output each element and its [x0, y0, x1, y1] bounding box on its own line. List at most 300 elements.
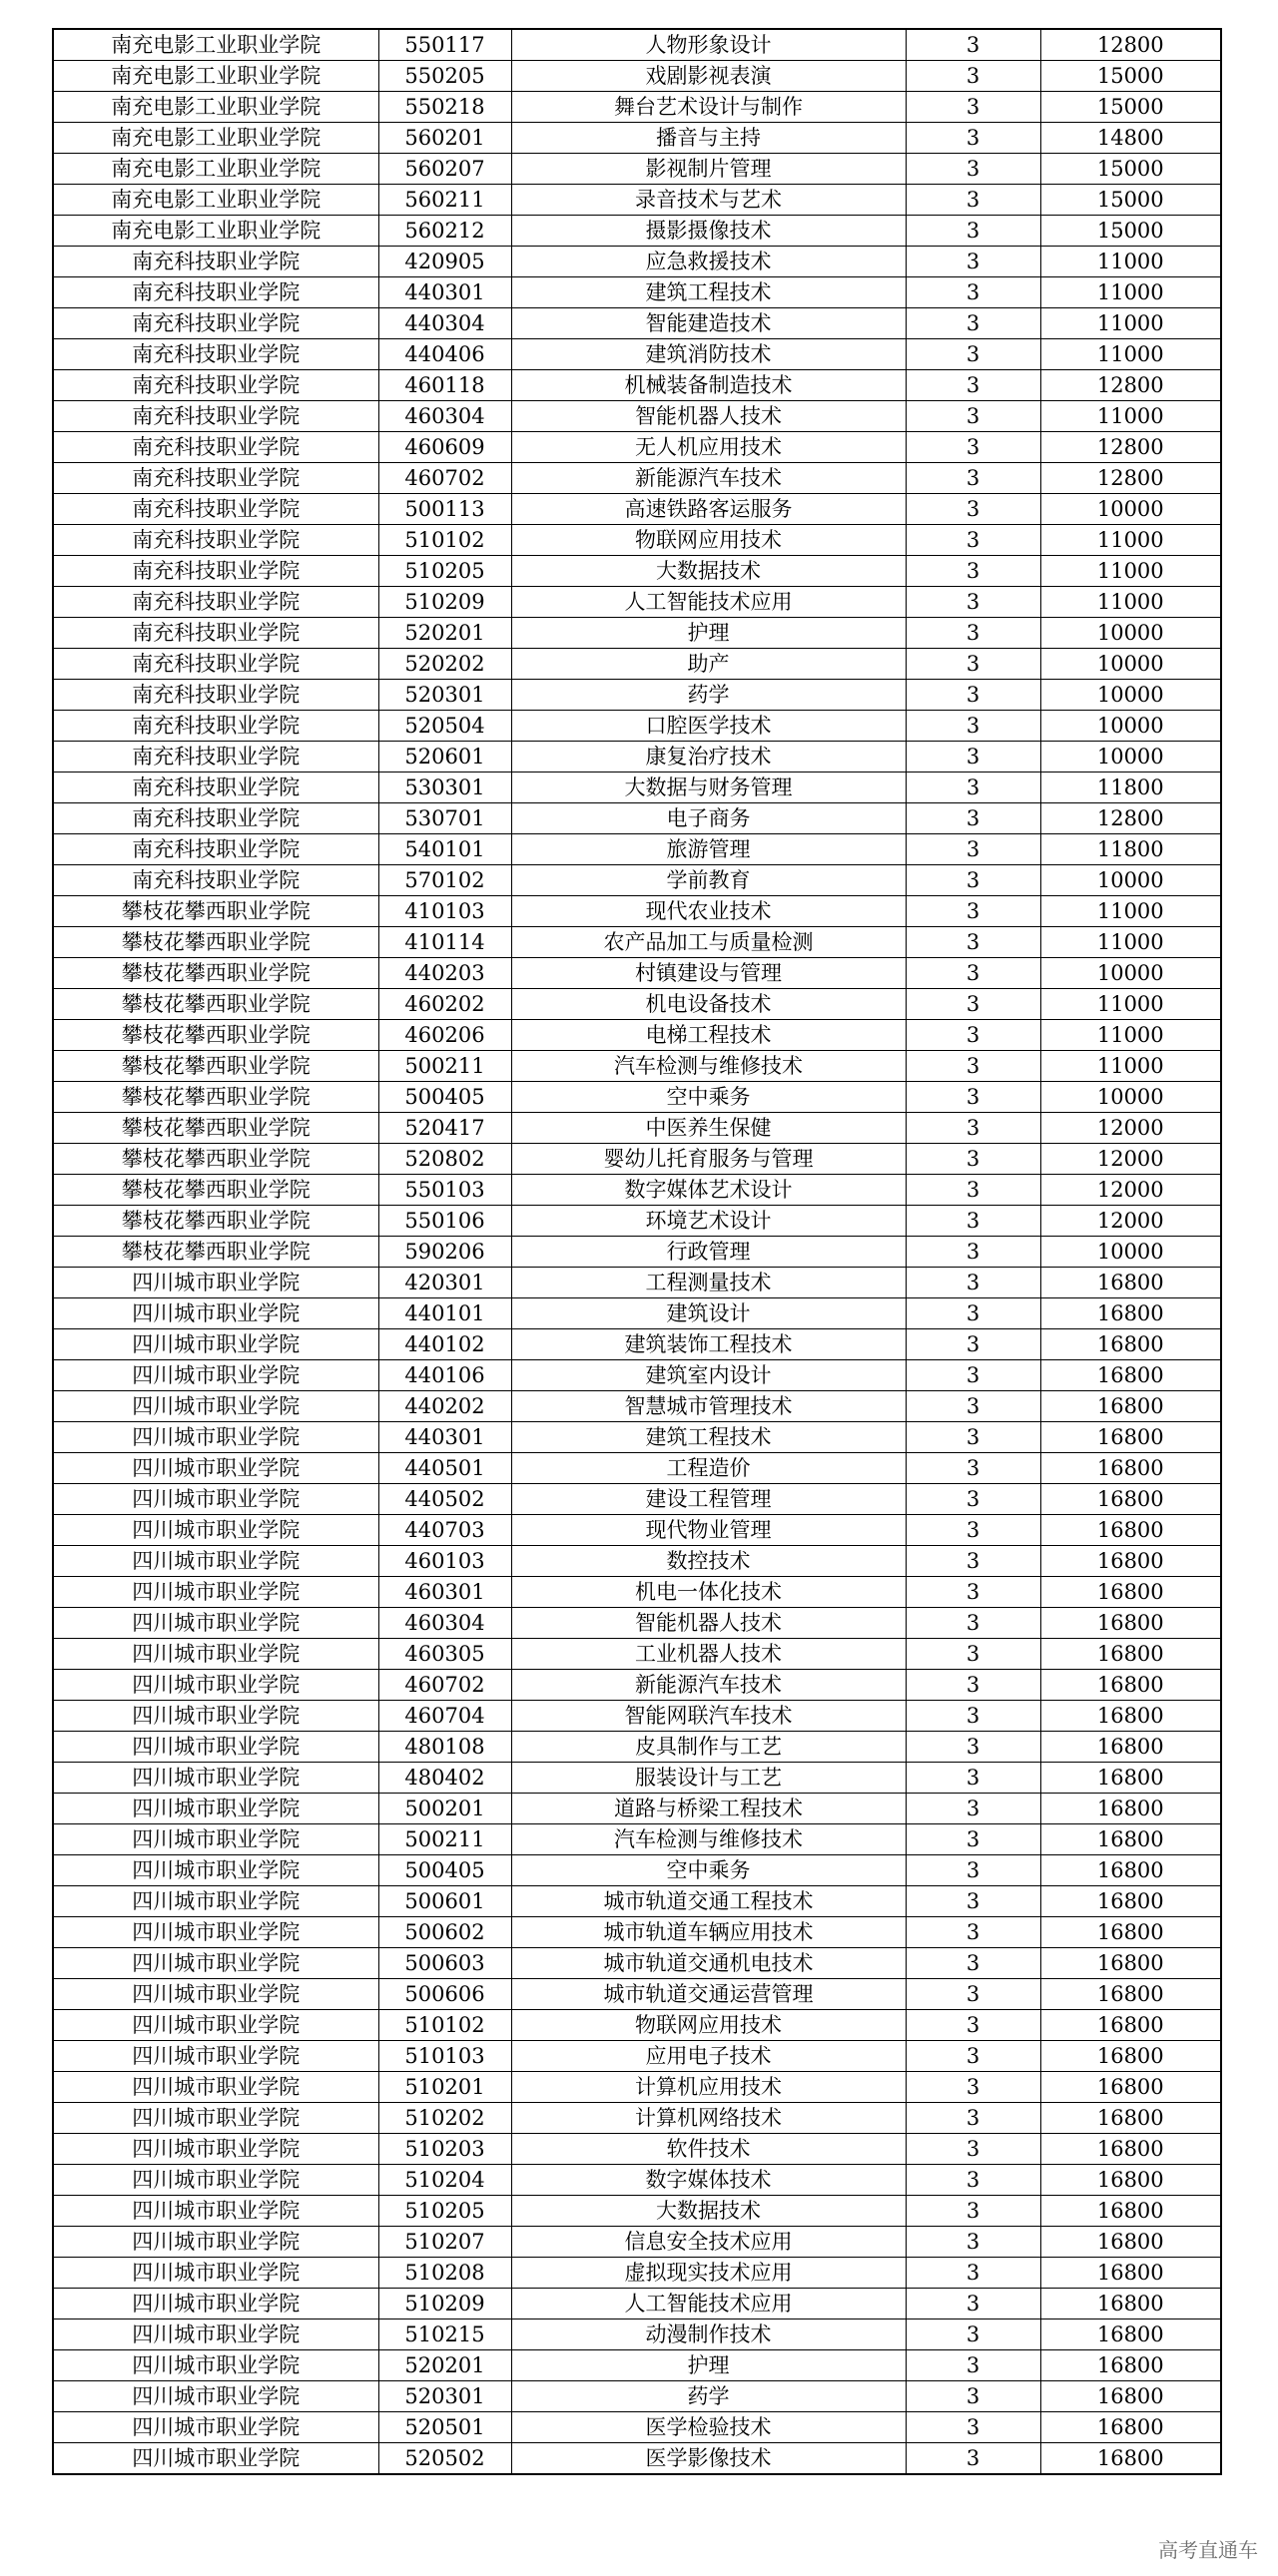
- school-name-cell: 四川城市职业学院: [53, 1886, 378, 1917]
- school-name-cell: 四川城市职业学院: [53, 1268, 378, 1298]
- major-name-cell: 助产: [511, 649, 906, 680]
- major-name-cell: 空中乘务: [511, 1855, 906, 1886]
- duration-cell: 3: [906, 1979, 1040, 2010]
- school-name-cell: 南充科技职业学院: [53, 277, 378, 308]
- duration-cell: 3: [906, 2165, 1040, 2196]
- tuition-cell: 16800: [1040, 1608, 1221, 1639]
- tuition-cell: 11000: [1040, 1020, 1221, 1051]
- major-name-cell: 录音技术与艺术: [511, 185, 906, 216]
- major-code-cell: 410114: [378, 927, 511, 958]
- major-code-cell: 510203: [378, 2134, 511, 2165]
- table-row: [53, 2381, 1221, 2412]
- tuition-cell: 16800: [1040, 1515, 1221, 1546]
- major-code-cell: 510205: [378, 2196, 511, 2227]
- tuition-cell: 16800: [1040, 2412, 1221, 2443]
- tuition-cell: 10000: [1040, 494, 1221, 525]
- tuition-cell: 11000: [1040, 401, 1221, 432]
- tuition-cell: 15000: [1040, 61, 1221, 92]
- tuition-cell: 16800: [1040, 2041, 1221, 2072]
- school-name-cell: 四川城市职业学院: [53, 1855, 378, 1886]
- school-name-cell: 南充电影工业职业学院: [53, 29, 378, 61]
- school-name-cell: 南充科技职业学院: [53, 339, 378, 370]
- major-code-cell: 570102: [378, 865, 511, 896]
- school-name-cell: 南充科技职业学院: [53, 587, 378, 618]
- table-row: [53, 896, 1221, 927]
- tuition-cell: 16800: [1040, 2165, 1221, 2196]
- major-code-cell: 510215: [378, 2319, 511, 2350]
- tuition-cell: 16800: [1040, 1298, 1221, 1329]
- table-row: [53, 1855, 1221, 1886]
- school-name-cell: 四川城市职业学院: [53, 2350, 378, 2381]
- tuition-cell: 15000: [1040, 92, 1221, 123]
- major-code-cell: 530301: [378, 773, 511, 803]
- tuition-cell: 16800: [1040, 1763, 1221, 1794]
- table-row: [53, 308, 1221, 339]
- major-name-cell: 计算机网络技术: [511, 2103, 906, 2134]
- school-name-cell: 四川城市职业学院: [53, 1329, 378, 1360]
- table-row: [53, 773, 1221, 803]
- duration-cell: 3: [906, 649, 1040, 680]
- major-code-cell: 440502: [378, 1484, 511, 1515]
- school-name-cell: 四川城市职业学院: [53, 2196, 378, 2227]
- school-name-cell: 四川城市职业学院: [53, 1391, 378, 1422]
- table-row: [53, 1515, 1221, 1546]
- table-row: [53, 1391, 1221, 1422]
- major-code-cell: 440406: [378, 339, 511, 370]
- major-code-cell: 460103: [378, 1546, 511, 1577]
- tuition-cell: 10000: [1040, 742, 1221, 773]
- major-code-cell: 440203: [378, 958, 511, 989]
- school-name-cell: 四川城市职业学院: [53, 2165, 378, 2196]
- school-name-cell: 四川城市职业学院: [53, 1917, 378, 1948]
- table-row: [53, 1113, 1221, 1144]
- tuition-cell: 16800: [1040, 1546, 1221, 1577]
- school-name-cell: 南充科技职业学院: [53, 432, 378, 463]
- table-row: [53, 2134, 1221, 2165]
- major-name-cell: 建筑装饰工程技术: [511, 1329, 906, 1360]
- tuition-cell: 11000: [1040, 339, 1221, 370]
- tuition-cell: 11000: [1040, 927, 1221, 958]
- tuition-cell: 16800: [1040, 2227, 1221, 2258]
- duration-cell: 3: [906, 865, 1040, 896]
- school-name-cell: 南充电影工业职业学院: [53, 123, 378, 154]
- major-name-cell: 信息安全技术应用: [511, 2227, 906, 2258]
- watermark-text: 高考直通车: [1158, 2538, 1258, 2562]
- major-code-cell: 460304: [378, 1608, 511, 1639]
- major-name-cell: 建筑工程技术: [511, 277, 906, 308]
- school-name-cell: 四川城市职业学院: [53, 1608, 378, 1639]
- school-name-cell: 攀枝花攀西职业学院: [53, 1020, 378, 1051]
- tuition-cell: 16800: [1040, 1268, 1221, 1298]
- duration-cell: 3: [906, 989, 1040, 1020]
- major-name-cell: 人物形象设计: [511, 29, 906, 61]
- table-row: [53, 2319, 1221, 2350]
- duration-cell: 3: [906, 525, 1040, 556]
- major-name-cell: 中医养生保健: [511, 1113, 906, 1144]
- major-name-cell: 大数据技术: [511, 556, 906, 587]
- school-name-cell: 攀枝花攀西职业学院: [53, 1237, 378, 1268]
- major-name-cell: 大数据与财务管理: [511, 773, 906, 803]
- tuition-cell: 16800: [1040, 1391, 1221, 1422]
- major-code-cell: 500211: [378, 1824, 511, 1855]
- table-row: [53, 1298, 1221, 1329]
- tuition-cell: 16800: [1040, 1701, 1221, 1732]
- major-code-cell: 510205: [378, 556, 511, 587]
- duration-cell: 3: [906, 1329, 1040, 1360]
- tuition-cell: 16800: [1040, 1453, 1221, 1484]
- major-name-cell: 城市轨道车辆应用技术: [511, 1917, 906, 1948]
- major-name-cell: 道路与桥梁工程技术: [511, 1794, 906, 1824]
- school-name-cell: 四川城市职业学院: [53, 2134, 378, 2165]
- table-row: [53, 1639, 1221, 1670]
- major-name-cell: 婴幼儿托育服务与管理: [511, 1144, 906, 1175]
- major-name-cell: 城市轨道交通运营管理: [511, 1979, 906, 2010]
- major-code-cell: 500602: [378, 1917, 511, 1948]
- duration-cell: 3: [906, 2041, 1040, 2072]
- major-name-cell: 大数据技术: [511, 2196, 906, 2227]
- table-row: [53, 1948, 1221, 1979]
- major-name-cell: 药学: [511, 2381, 906, 2412]
- school-name-cell: 南充科技职业学院: [53, 494, 378, 525]
- tuition-cell: 14800: [1040, 123, 1221, 154]
- duration-cell: 3: [906, 2258, 1040, 2289]
- table-row: [53, 185, 1221, 216]
- school-name-cell: 四川城市职业学院: [53, 2227, 378, 2258]
- duration-cell: 3: [906, 2196, 1040, 2227]
- table-row: [53, 927, 1221, 958]
- major-name-cell: 现代农业技术: [511, 896, 906, 927]
- major-name-cell: 医学检验技术: [511, 2412, 906, 2443]
- table-row: [53, 277, 1221, 308]
- major-name-cell: 软件技术: [511, 2134, 906, 2165]
- major-code-cell: 500603: [378, 1948, 511, 1979]
- tuition-cell: 16800: [1040, 2134, 1221, 2165]
- major-name-cell: 工程造价: [511, 1453, 906, 1484]
- tuition-cell: 11000: [1040, 989, 1221, 1020]
- tuition-cell: 16800: [1040, 1948, 1221, 1979]
- duration-cell: 3: [906, 247, 1040, 277]
- duration-cell: 3: [906, 463, 1040, 494]
- duration-cell: 3: [906, 1175, 1040, 1206]
- major-code-cell: 520502: [378, 2443, 511, 2475]
- duration-cell: 3: [906, 1855, 1040, 1886]
- duration-cell: 3: [906, 1082, 1040, 1113]
- school-name-cell: 四川城市职业学院: [53, 2319, 378, 2350]
- duration-cell: 3: [906, 1391, 1040, 1422]
- duration-cell: 3: [906, 370, 1040, 401]
- duration-cell: 3: [906, 1051, 1040, 1082]
- major-name-cell: 学前教育: [511, 865, 906, 896]
- school-name-cell: 南充科技职业学院: [53, 742, 378, 773]
- school-name-cell: 四川城市职业学院: [53, 1577, 378, 1608]
- school-name-cell: 攀枝花攀西职业学院: [53, 1113, 378, 1144]
- major-code-cell: 550103: [378, 1175, 511, 1206]
- major-name-cell: 机械装备制造技术: [511, 370, 906, 401]
- major-name-cell: 城市轨道交通机电技术: [511, 1948, 906, 1979]
- major-name-cell: 电梯工程技术: [511, 1020, 906, 1051]
- school-name-cell: 攀枝花攀西职业学院: [53, 1175, 378, 1206]
- major-name-cell: 建筑工程技术: [511, 1422, 906, 1453]
- tuition-cell: 12800: [1040, 29, 1221, 61]
- major-name-cell: 工业机器人技术: [511, 1639, 906, 1670]
- table-row: [53, 1484, 1221, 1515]
- table-row: [53, 803, 1221, 834]
- school-name-cell: 四川城市职业学院: [53, 2041, 378, 2072]
- tuition-cell: 12000: [1040, 1206, 1221, 1237]
- table-row: [53, 1206, 1221, 1237]
- major-name-cell: 播音与主持: [511, 123, 906, 154]
- major-code-cell: 520301: [378, 680, 511, 711]
- school-name-cell: 南充科技职业学院: [53, 308, 378, 339]
- duration-cell: 3: [906, 2381, 1040, 2412]
- major-name-cell: 电子商务: [511, 803, 906, 834]
- major-name-cell: 数字媒体技术: [511, 2165, 906, 2196]
- tuition-cell: 16800: [1040, 2258, 1221, 2289]
- tuition-cell: 12800: [1040, 803, 1221, 834]
- major-code-cell: 440301: [378, 1422, 511, 1453]
- major-code-cell: 440301: [378, 277, 511, 308]
- tuition-cell: 11800: [1040, 834, 1221, 865]
- tuition-cell: 16800: [1040, 2196, 1221, 2227]
- major-name-cell: 智能机器人技术: [511, 1608, 906, 1639]
- school-name-cell: 南充科技职业学院: [53, 711, 378, 742]
- major-name-cell: 新能源汽车技术: [511, 1670, 906, 1701]
- duration-cell: 3: [906, 1237, 1040, 1268]
- table-row: [53, 1020, 1221, 1051]
- tuition-cell: 16800: [1040, 1979, 1221, 2010]
- major-code-cell: 460304: [378, 401, 511, 432]
- tuition-cell: 16800: [1040, 2072, 1221, 2103]
- major-name-cell: 行政管理: [511, 1237, 906, 1268]
- table-row: [53, 989, 1221, 1020]
- tuition-cell: 10000: [1040, 649, 1221, 680]
- major-code-cell: 440202: [378, 1391, 511, 1422]
- table-row: [53, 556, 1221, 587]
- major-code-cell: 510102: [378, 525, 511, 556]
- major-code-cell: 510204: [378, 2165, 511, 2196]
- tuition-cell: 16800: [1040, 1794, 1221, 1824]
- school-name-cell: 南充电影工业职业学院: [53, 61, 378, 92]
- table-body: [53, 29, 1221, 2474]
- major-code-cell: 500405: [378, 1082, 511, 1113]
- school-name-cell: 攀枝花攀西职业学院: [53, 927, 378, 958]
- major-code-cell: 510209: [378, 587, 511, 618]
- major-code-cell: 460609: [378, 432, 511, 463]
- table-row: [53, 1237, 1221, 1268]
- table-row: [53, 154, 1221, 185]
- major-name-cell: 建筑设计: [511, 1298, 906, 1329]
- table-row: [53, 61, 1221, 92]
- table-row: [53, 1670, 1221, 1701]
- major-name-cell: 康复治疗技术: [511, 742, 906, 773]
- tuition-cell: 10000: [1040, 865, 1221, 896]
- duration-cell: 3: [906, 2010, 1040, 2041]
- duration-cell: 3: [906, 2289, 1040, 2319]
- school-name-cell: 南充科技职业学院: [53, 865, 378, 896]
- major-code-cell: 500211: [378, 1051, 511, 1082]
- tuition-cell: 16800: [1040, 2289, 1221, 2319]
- major-name-cell: 智能网联汽车技术: [511, 1701, 906, 1732]
- major-code-cell: 440501: [378, 1453, 511, 1484]
- table-row: [53, 494, 1221, 525]
- tuition-cell: 11000: [1040, 277, 1221, 308]
- duration-cell: 3: [906, 1113, 1040, 1144]
- school-name-cell: 四川城市职业学院: [53, 1824, 378, 1855]
- major-code-cell: 520201: [378, 2350, 511, 2381]
- major-name-cell: 村镇建设与管理: [511, 958, 906, 989]
- tuition-cell: 11000: [1040, 587, 1221, 618]
- major-code-cell: 520202: [378, 649, 511, 680]
- tuition-cell: 12000: [1040, 1175, 1221, 1206]
- major-name-cell: 智能建造技术: [511, 308, 906, 339]
- school-name-cell: 南充科技职业学院: [53, 401, 378, 432]
- school-name-cell: 南充科技职业学院: [53, 370, 378, 401]
- major-code-cell: 500606: [378, 1979, 511, 2010]
- tuition-cell: 16800: [1040, 1917, 1221, 1948]
- table-row: [53, 2103, 1221, 2134]
- major-code-cell: 460118: [378, 370, 511, 401]
- school-name-cell: 南充电影工业职业学院: [53, 154, 378, 185]
- tuition-cell: 16800: [1040, 2381, 1221, 2412]
- duration-cell: 3: [906, 1948, 1040, 1979]
- major-name-cell: 护理: [511, 618, 906, 649]
- table-row: [53, 1144, 1221, 1175]
- school-name-cell: 四川城市职业学院: [53, 1453, 378, 1484]
- table-row: [53, 865, 1221, 896]
- major-code-cell: 410103: [378, 896, 511, 927]
- duration-cell: 3: [906, 773, 1040, 803]
- table-row: [53, 432, 1221, 463]
- duration-cell: 3: [906, 1917, 1040, 1948]
- duration-cell: 3: [906, 2134, 1040, 2165]
- tuition-cell: 16800: [1040, 1824, 1221, 1855]
- school-name-cell: 四川城市职业学院: [53, 2443, 378, 2475]
- tuition-cell: 10000: [1040, 618, 1221, 649]
- school-name-cell: 南充科技职业学院: [53, 463, 378, 494]
- school-name-cell: 南充科技职业学院: [53, 834, 378, 865]
- school-name-cell: 南充科技职业学院: [53, 680, 378, 711]
- school-name-cell: 攀枝花攀西职业学院: [53, 1144, 378, 1175]
- duration-cell: 3: [906, 154, 1040, 185]
- major-code-cell: 550218: [378, 92, 511, 123]
- duration-cell: 3: [906, 494, 1040, 525]
- tuition-cell: 11800: [1040, 773, 1221, 803]
- major-name-cell: 人工智能技术应用: [511, 2289, 906, 2319]
- school-name-cell: 四川城市职业学院: [53, 1763, 378, 1794]
- major-code-cell: 560211: [378, 185, 511, 216]
- tuition-table: [52, 28, 1222, 2475]
- school-name-cell: 攀枝花攀西职业学院: [53, 1206, 378, 1237]
- major-name-cell: 无人机应用技术: [511, 432, 906, 463]
- tuition-cell: 15000: [1040, 185, 1221, 216]
- major-code-cell: 420301: [378, 1268, 511, 1298]
- major-name-cell: 摄影摄像技术: [511, 216, 906, 247]
- major-name-cell: 建筑消防技术: [511, 339, 906, 370]
- major-name-cell: 汽车检测与维修技术: [511, 1824, 906, 1855]
- duration-cell: 3: [906, 1546, 1040, 1577]
- duration-cell: 3: [906, 742, 1040, 773]
- school-name-cell: 四川城市职业学院: [53, 2289, 378, 2319]
- major-name-cell: 数字媒体艺术设计: [511, 1175, 906, 1206]
- tuition-cell: 16800: [1040, 1886, 1221, 1917]
- major-code-cell: 510207: [378, 2227, 511, 2258]
- table-row: [53, 2165, 1221, 2196]
- major-code-cell: 440101: [378, 1298, 511, 1329]
- duration-cell: 3: [906, 123, 1040, 154]
- school-name-cell: 四川城市职业学院: [53, 1515, 378, 1546]
- major-code-cell: 460301: [378, 1577, 511, 1608]
- table-row: [53, 1886, 1221, 1917]
- major-name-cell: 新能源汽车技术: [511, 463, 906, 494]
- table-row: [53, 463, 1221, 494]
- tuition-cell: 12000: [1040, 1144, 1221, 1175]
- tuition-cell: 10000: [1040, 1082, 1221, 1113]
- table-row: [53, 618, 1221, 649]
- duration-cell: 3: [906, 29, 1040, 61]
- duration-cell: 3: [906, 1608, 1040, 1639]
- table-row: [53, 2443, 1221, 2475]
- school-name-cell: 南充科技职业学院: [53, 525, 378, 556]
- table-row: [53, 1979, 1221, 2010]
- tuition-cell: 10000: [1040, 958, 1221, 989]
- tuition-cell: 16800: [1040, 2010, 1221, 2041]
- duration-cell: 3: [906, 1484, 1040, 1515]
- major-name-cell: 动漫制作技术: [511, 2319, 906, 2350]
- table-row: [53, 1175, 1221, 1206]
- school-name-cell: 四川城市职业学院: [53, 1422, 378, 1453]
- major-name-cell: 药学: [511, 680, 906, 711]
- major-code-cell: 500601: [378, 1886, 511, 1917]
- major-code-cell: 520601: [378, 742, 511, 773]
- school-name-cell: 南充电影工业职业学院: [53, 92, 378, 123]
- duration-cell: 3: [906, 1763, 1040, 1794]
- duration-cell: 3: [906, 1206, 1040, 1237]
- duration-cell: 3: [906, 1020, 1040, 1051]
- table-row: [53, 525, 1221, 556]
- school-name-cell: 攀枝花攀西职业学院: [53, 896, 378, 927]
- table-row: [53, 216, 1221, 247]
- tuition-cell: 16800: [1040, 2319, 1221, 2350]
- table-row: [53, 1824, 1221, 1855]
- duration-cell: 3: [906, 958, 1040, 989]
- tuition-cell: 16800: [1040, 1360, 1221, 1391]
- major-code-cell: 510202: [378, 2103, 511, 2134]
- duration-cell: 3: [906, 680, 1040, 711]
- table-row: [53, 2041, 1221, 2072]
- major-code-cell: 460702: [378, 1670, 511, 1701]
- major-name-cell: 舞台艺术设计与制作: [511, 92, 906, 123]
- major-name-cell: 汽车检测与维修技术: [511, 1051, 906, 1082]
- major-code-cell: 520501: [378, 2412, 511, 2443]
- major-name-cell: 数控技术: [511, 1546, 906, 1577]
- duration-cell: 3: [906, 2103, 1040, 2134]
- table-row: [53, 1608, 1221, 1639]
- major-name-cell: 护理: [511, 2350, 906, 2381]
- duration-cell: 3: [906, 711, 1040, 742]
- major-code-cell: 500113: [378, 494, 511, 525]
- tuition-cell: 16800: [1040, 1422, 1221, 1453]
- major-code-cell: 560207: [378, 154, 511, 185]
- duration-cell: 3: [906, 1577, 1040, 1608]
- major-code-cell: 460206: [378, 1020, 511, 1051]
- tuition-cell: 11000: [1040, 556, 1221, 587]
- major-name-cell: 计算机应用技术: [511, 2072, 906, 2103]
- duration-cell: 3: [906, 1298, 1040, 1329]
- school-name-cell: 四川城市职业学院: [53, 2412, 378, 2443]
- tuition-cell: 11000: [1040, 525, 1221, 556]
- major-name-cell: 农产品加工与质量检测: [511, 927, 906, 958]
- table-row: [53, 587, 1221, 618]
